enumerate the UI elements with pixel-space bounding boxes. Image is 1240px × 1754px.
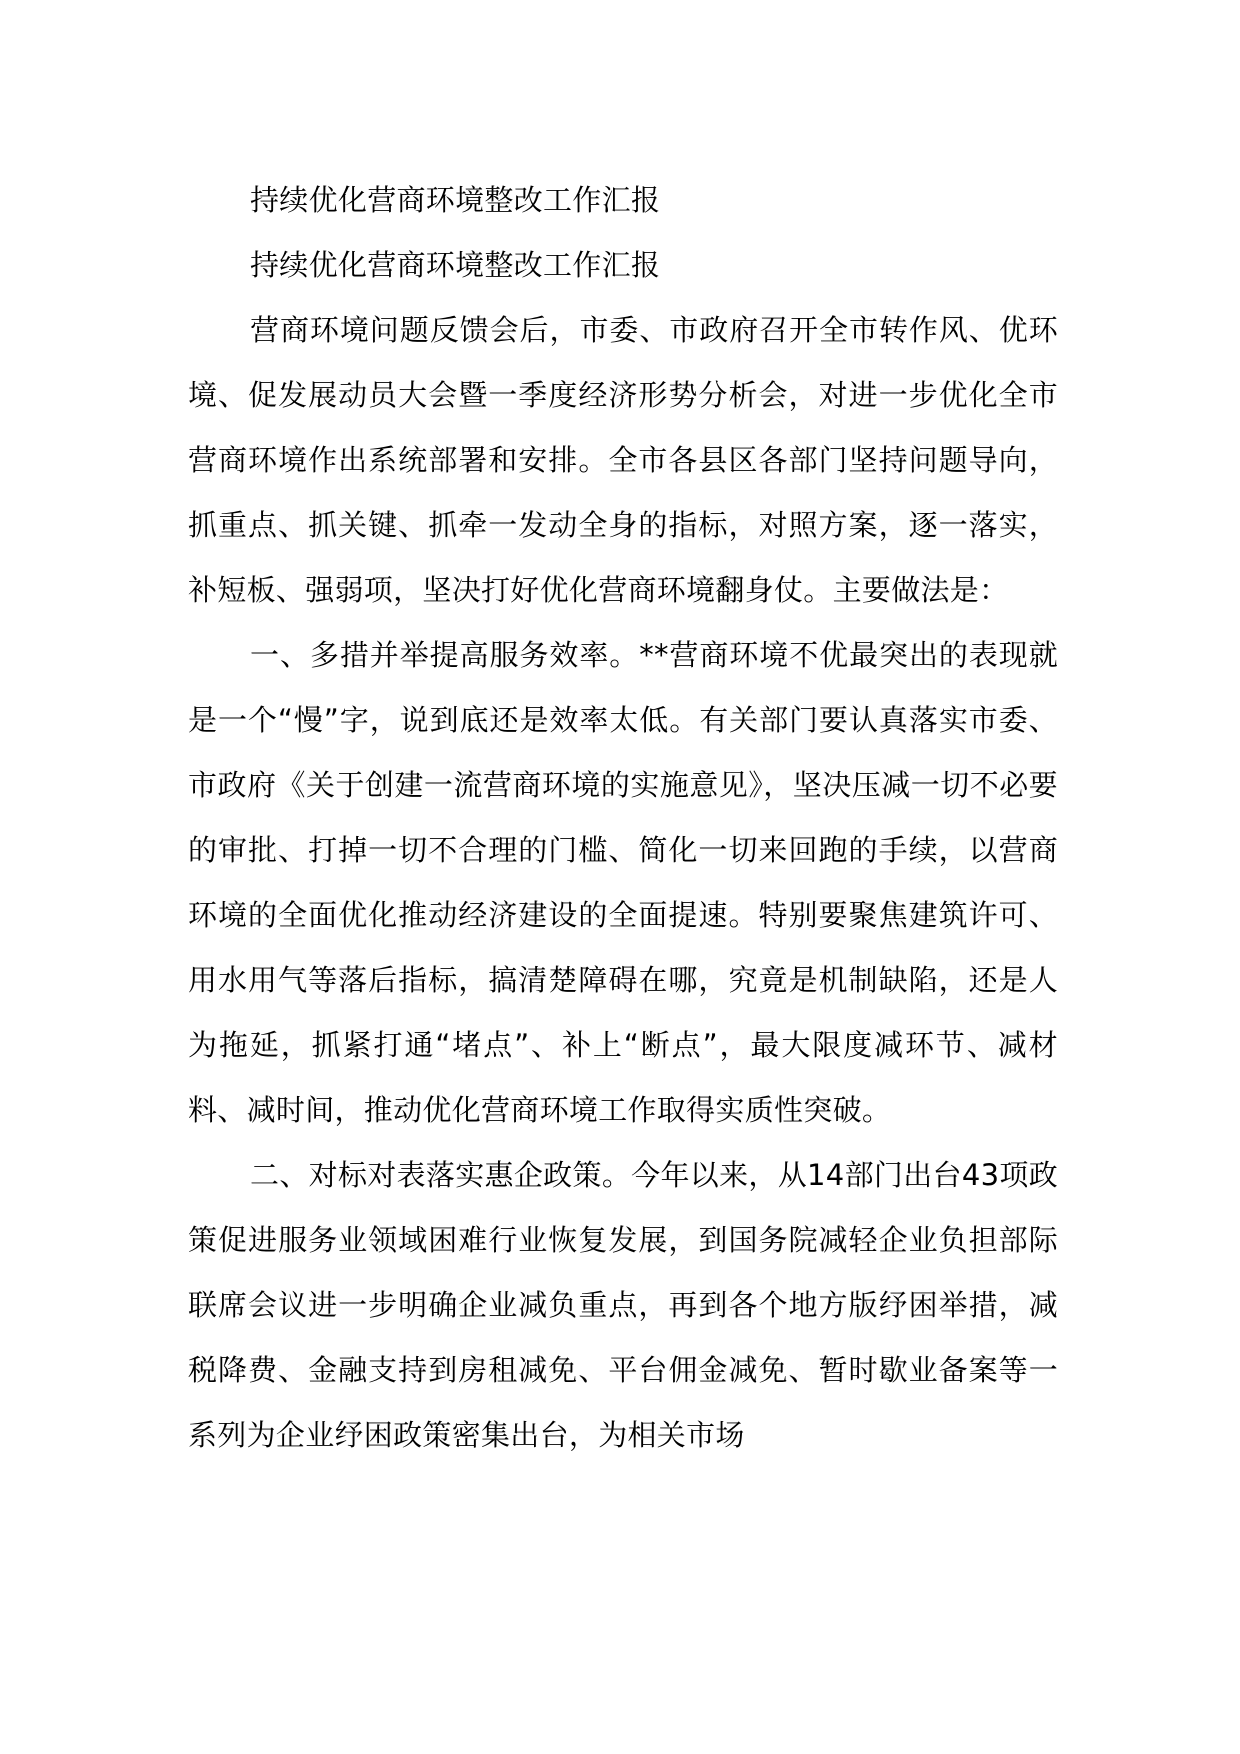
paragraph-intro: 营商环境问题反馈会后，市委、市政府召开全市转作风、优环境、促发展动员大会暨一季度经济形势分析会，对进一步优化全市营商环境作出系统部署和安排。全市各县区各部门坚持问题导向，抓重点、抓关键、抓牵一发动全身的指标，对照方案，逐一落实，补短板、强弱项，坚决打好优化营商环境翻身仗。主要做法是：: [188, 313, 1058, 607]
paragraph-section-2: 二、对标对表落实惠企政策。今年以来，从14部门出台43项政策促进服务业领域困难行业恢复发展，到国务院减轻企业负担部际联席会议进一步明确企业减负重点，再到各个地方版纾困举措，减税降费、金融支持到房租减免、平台佣金减免、暂时歇业备案等一系列为企业纾困政策密集出台，为相关市场: [188, 1158, 1058, 1452]
document-title-line-2: 持续优化营商环境整改工作汇报: [250, 248, 661, 282]
document-page: [188, 168, 1058, 1468]
document-title-line-1: 持续优化营商环境整改工作汇报: [250, 183, 661, 217]
paragraph-section-1: 一、多措并举提高服务效率。**营商环境不优最突出的表现就是一个“慢”字，说到底还是效率太低。有关部门要认真落实市委、市政府《关于创建一流营商环境的实施意见》，坚决压减一切不必要的审批、打掉一切不合理的门槛、简化一切来回跑的手续，以营商环境的全面优化推动经济建设的全面提速。特别要聚焦建筑许可、用水用气等落后指标，搞清楚障碍在哪，究竟是机制缺陷，还是人为拖延，抓紧打通“堵点”、补上“断点”，最大限度减环节、减材料、减时间，推动优化营商环境工作取得实质性突破。: [188, 638, 1058, 1127]
